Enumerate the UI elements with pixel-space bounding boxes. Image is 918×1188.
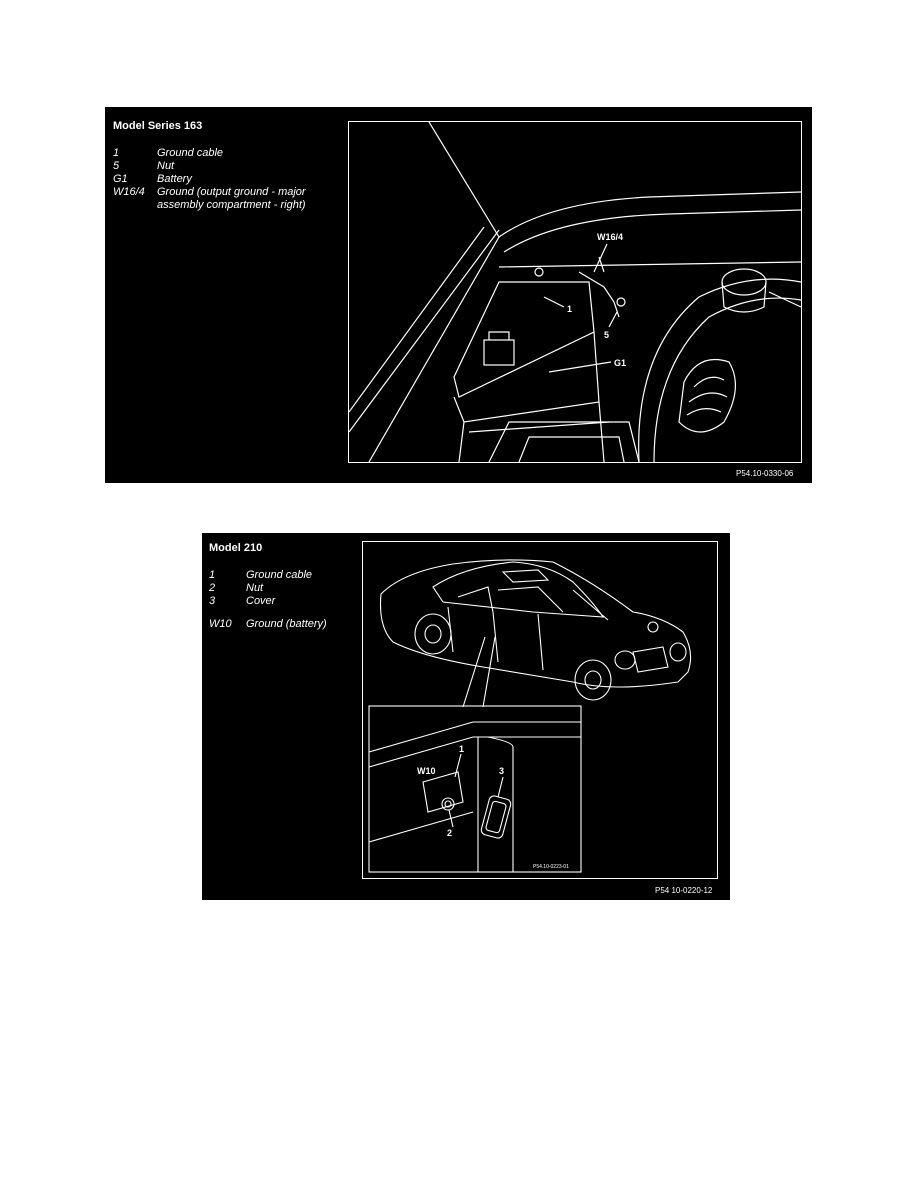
callout-3: 3 bbox=[499, 766, 505, 776]
legend-key: 3 bbox=[209, 595, 216, 607]
leader-5 bbox=[609, 312, 617, 327]
grille bbox=[633, 647, 668, 672]
legend bbox=[113, 147, 343, 212]
figure-code: P54.10-0330-06 bbox=[736, 469, 794, 478]
headlight bbox=[615, 651, 635, 669]
legend-text: Battery bbox=[157, 173, 192, 185]
legend-text: Nut bbox=[246, 582, 264, 594]
legend-item bbox=[209, 569, 359, 582]
leader-w16-4 bbox=[594, 244, 607, 272]
legend-item bbox=[209, 582, 359, 595]
wheel-arch bbox=[639, 279, 801, 462]
legend-key: 1 bbox=[113, 147, 120, 159]
ground-cable-drawing bbox=[579, 272, 619, 317]
callout-1: 1 bbox=[459, 744, 465, 754]
legend-text: Nut bbox=[157, 160, 175, 172]
battery-outline bbox=[454, 282, 594, 397]
figure-code: P54 10-0220-12 bbox=[655, 886, 713, 895]
legend-key: 5 bbox=[113, 160, 120, 172]
inset-code: P54.10-0223-01 bbox=[533, 864, 569, 870]
legend-key: W10 bbox=[209, 618, 232, 630]
intake-hose bbox=[679, 360, 735, 433]
legend-key: W16/4 bbox=[113, 186, 145, 198]
legend-item bbox=[113, 147, 343, 160]
legend-text: Ground (battery) bbox=[246, 618, 327, 630]
callout-1: 1 bbox=[567, 304, 573, 314]
legend-text: Ground (output ground - major assembly compartment - right) bbox=[157, 186, 306, 211]
legend bbox=[209, 569, 359, 631]
ground-bracket bbox=[423, 772, 463, 812]
nut-drawing bbox=[442, 798, 454, 810]
detail-inset bbox=[369, 706, 581, 872]
legend-text: Ground cable bbox=[246, 569, 313, 581]
hood-edge bbox=[369, 122, 499, 462]
callout-2: 2 bbox=[447, 828, 453, 838]
legend-text: Cover bbox=[246, 595, 276, 607]
callout-5: 5 bbox=[604, 330, 610, 340]
legend-item bbox=[113, 160, 343, 173]
legend-item bbox=[209, 618, 359, 631]
callout-w10: W10 bbox=[417, 766, 436, 776]
panel-model-210 bbox=[202, 533, 730, 900]
leader-1 bbox=[544, 297, 564, 307]
pointer-line bbox=[463, 637, 485, 707]
car-roof bbox=[433, 562, 603, 617]
vehicle-illustration bbox=[362, 541, 718, 879]
legend-text: Ground cable bbox=[157, 147, 224, 159]
legend-item bbox=[209, 595, 359, 608]
panel-title: Model 210 bbox=[209, 542, 263, 554]
callout-g1: G1 bbox=[614, 358, 627, 368]
car-body bbox=[381, 560, 691, 687]
legend-key: 1 bbox=[209, 569, 216, 581]
front-wheel bbox=[575, 660, 611, 700]
panel-title: Model Series 163 bbox=[113, 120, 203, 132]
leader-g1 bbox=[549, 362, 611, 372]
callout-w16-4: W16/4 bbox=[597, 232, 624, 242]
legend-key: 2 bbox=[209, 582, 216, 594]
legend-item bbox=[113, 173, 343, 186]
panel-model-163 bbox=[105, 107, 812, 483]
legend-key: G1 bbox=[113, 173, 128, 185]
engine-bay-illustration bbox=[348, 121, 802, 463]
rear-wheel bbox=[415, 614, 451, 654]
legend-item bbox=[113, 186, 343, 212]
